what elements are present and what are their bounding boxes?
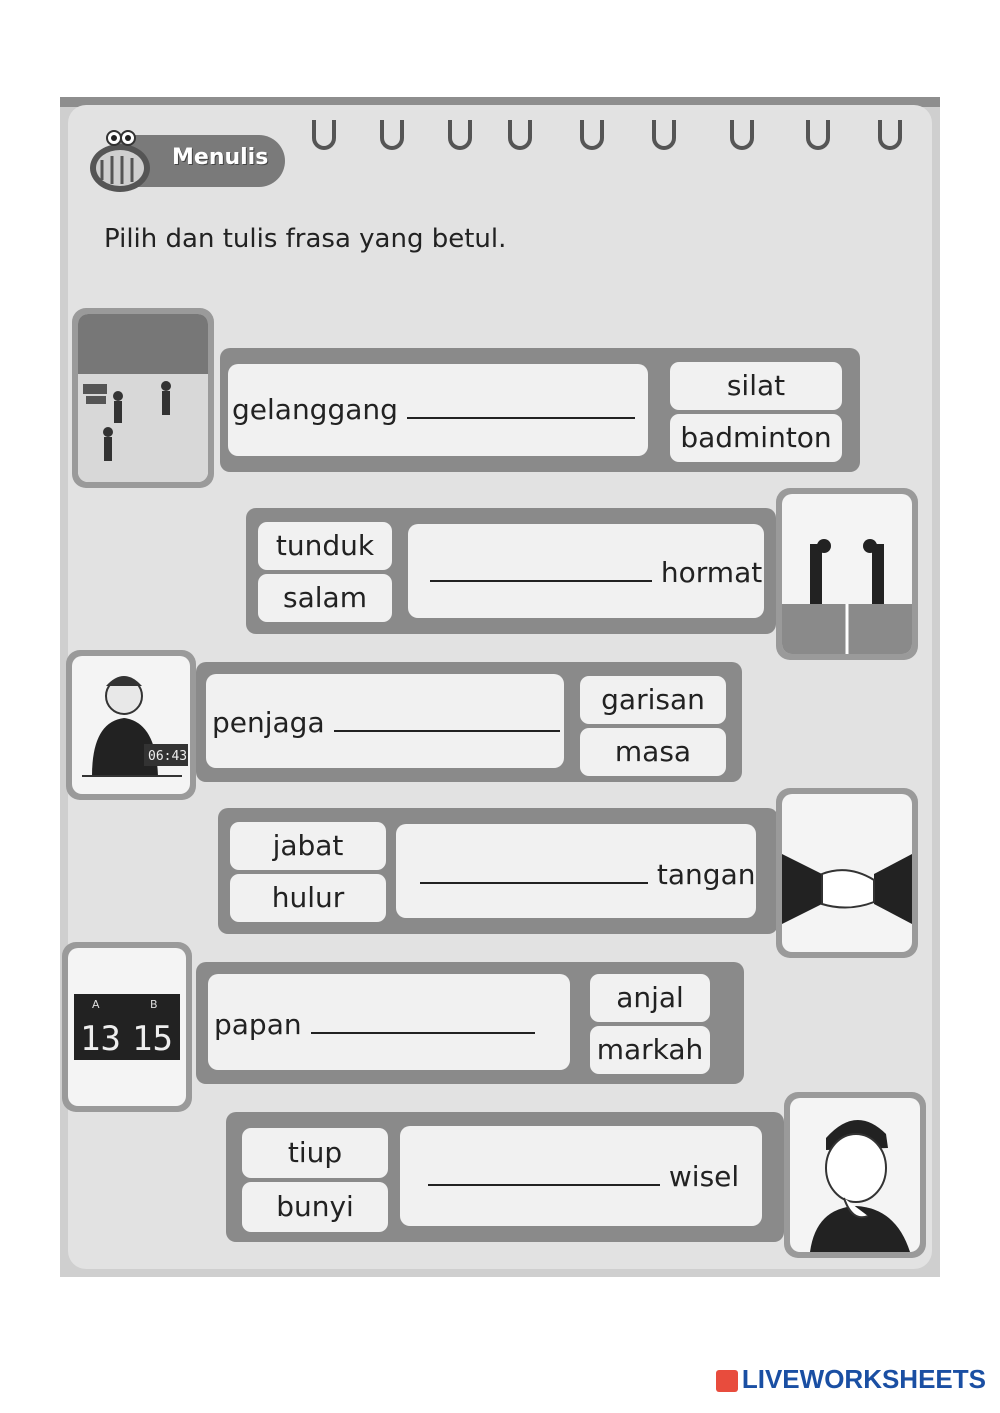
timekeeper-icon	[72, 656, 190, 794]
item3-text-before: penjaga	[212, 706, 325, 739]
item3-option-2[interactable]: masa	[580, 728, 726, 776]
item1-option-2[interactable]: badminton	[670, 414, 842, 462]
brand-footer	[716, 1364, 986, 1395]
item4-option-1[interactable]: jabat	[230, 822, 386, 870]
item5-answer-blank[interactable]	[311, 1008, 535, 1034]
binder-ring-icon	[730, 120, 754, 150]
binder-ring-icon	[878, 120, 902, 150]
item2-answer-blank[interactable]	[430, 556, 652, 582]
item5-option-2[interactable]: markah	[590, 1026, 710, 1074]
section-title: Menulis	[172, 145, 269, 170]
item6-option-1[interactable]: tiup	[242, 1128, 388, 1178]
binder-ring-icon	[448, 120, 472, 150]
item3-picture	[66, 650, 196, 800]
item6-picture	[784, 1092, 926, 1258]
item3-answer-blank[interactable]	[334, 706, 560, 732]
bowing-people-icon	[782, 494, 912, 654]
item2-option-1[interactable]: tunduk	[258, 522, 392, 570]
binder-ring-icon	[312, 120, 336, 150]
scoreboard-score-a: 13	[80, 1019, 121, 1059]
binder-ring-icon	[508, 120, 532, 150]
item6-sentence	[428, 1160, 739, 1193]
item2-text-after: hormat	[660, 556, 763, 589]
item4-picture	[776, 788, 918, 958]
item1-option-1[interactable]: silat	[670, 362, 842, 410]
brand-name: LIVEWORKSHEETS	[741, 1364, 986, 1394]
item5-option-1[interactable]: anjal	[590, 974, 710, 1022]
scoreboard-label-a: A	[92, 998, 100, 1011]
item6-text-after: wisel	[668, 1160, 740, 1193]
handshake-icon	[782, 794, 912, 952]
item1-sentence	[232, 393, 635, 426]
item2-picture	[776, 488, 918, 660]
item1-picture	[72, 308, 214, 488]
brand-logo-icon	[716, 1370, 738, 1392]
item6-answer-blank[interactable]	[428, 1160, 660, 1186]
item5-text-before: papan	[214, 1008, 302, 1041]
silat-arena-icon	[78, 314, 208, 482]
item2-sentence	[430, 556, 762, 589]
item4-option-2[interactable]: hulur	[230, 874, 386, 922]
scoreboard-icon	[68, 948, 186, 1106]
timer-display: 06:43	[148, 749, 188, 764]
binder-ring-icon	[580, 120, 604, 150]
item4-answer-blank[interactable]	[420, 858, 648, 884]
item4-sentence	[420, 858, 755, 891]
item4-text-after: tangan	[656, 858, 756, 891]
item6-option-2[interactable]: bunyi	[242, 1182, 388, 1232]
item2-option-2[interactable]: salam	[258, 574, 392, 622]
item3-option-1[interactable]: garisan	[580, 676, 726, 724]
binder-ring-icon	[652, 120, 676, 150]
whistle-blowing-icon	[790, 1098, 920, 1252]
binder-ring-icon	[806, 120, 830, 150]
binder-ring-icon	[380, 120, 404, 150]
item3-sentence	[212, 706, 560, 739]
item5-sentence	[214, 1008, 535, 1041]
item1-text-before: gelanggang	[232, 393, 398, 426]
scoreboard-score-b: 15	[132, 1019, 173, 1059]
scoreboard-label-b: B	[150, 998, 158, 1011]
mascot-icon	[80, 120, 160, 200]
item1-answer-blank[interactable]	[407, 393, 635, 419]
item5-picture	[62, 942, 192, 1112]
instruction-text: Pilih dan tulis frasa yang betul.	[104, 224, 507, 254]
